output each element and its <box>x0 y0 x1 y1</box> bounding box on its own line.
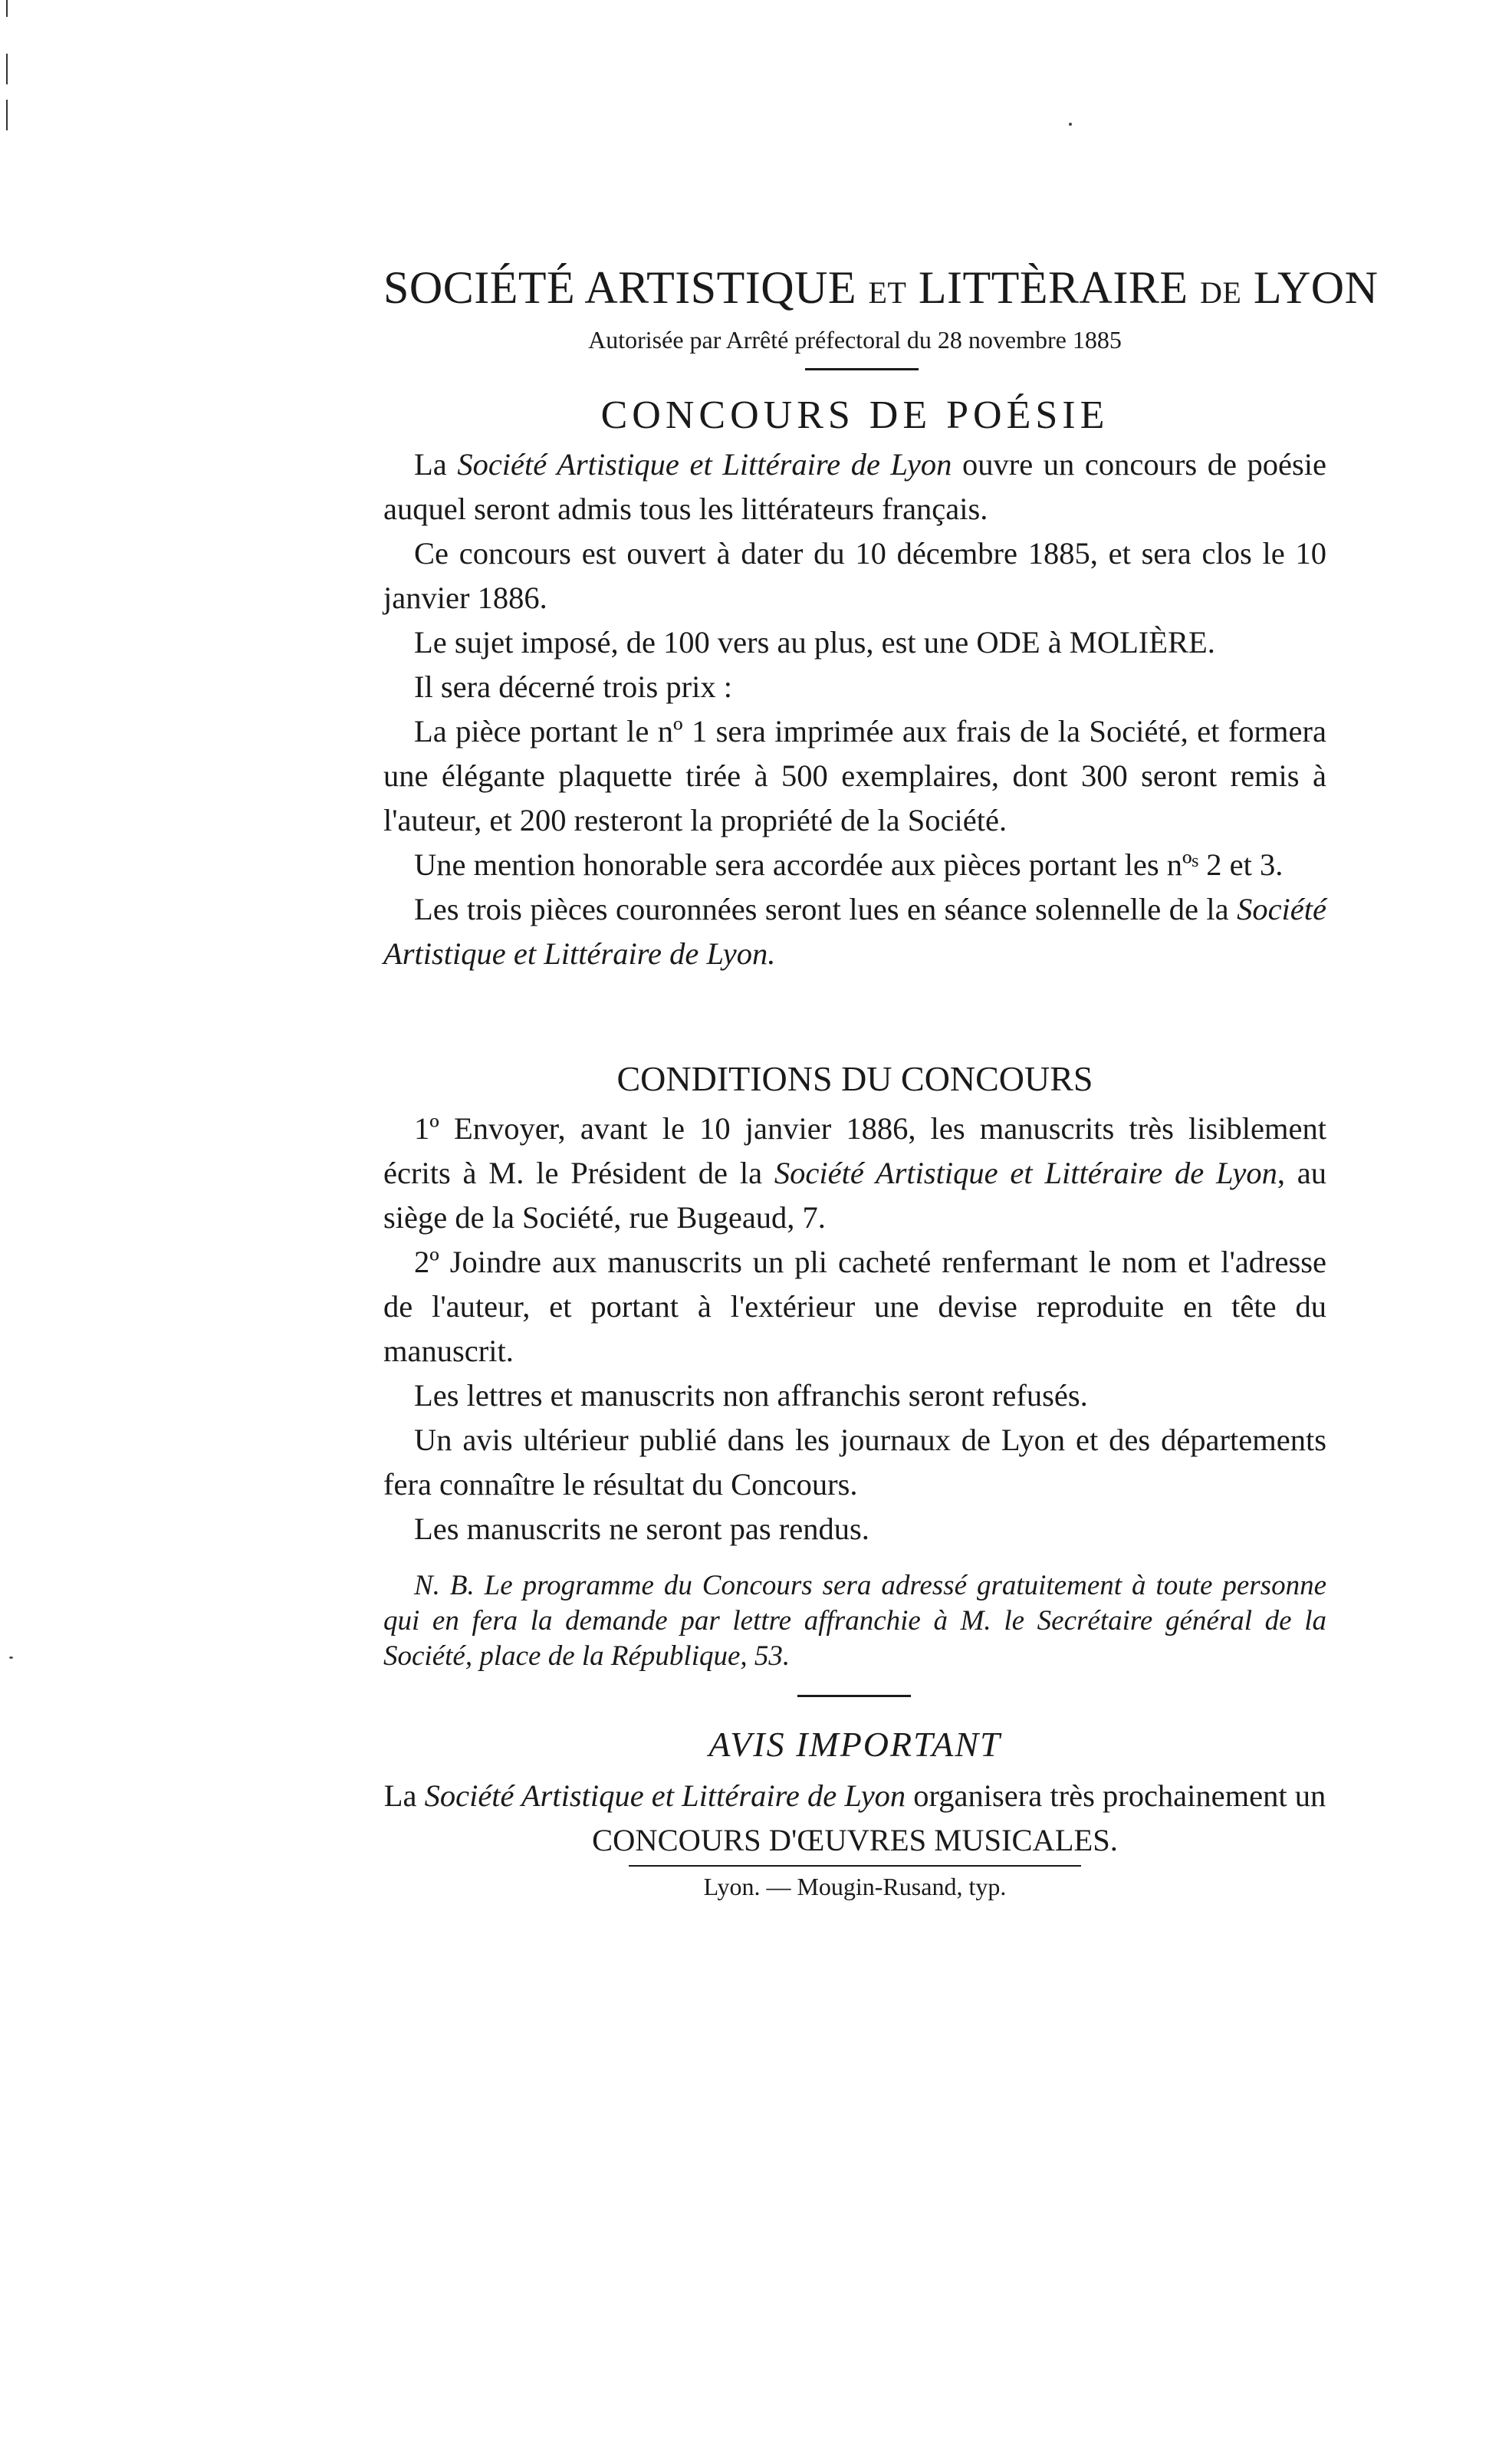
margin-mark <box>6 0 8 17</box>
paragraph: Un avis ultérieur publié dans les journaux de Lyon et des départements fera connaître le résultat du Concours. <box>383 1423 1326 1502</box>
authorization-subtitle: Autorisée par Arrêté préfectoral du 28 novembre 1885 <box>588 326 1122 354</box>
paragraph: Une mention honorable sera accordée aux pièces portant les nºˢ 2 et 3. <box>414 847 1284 882</box>
paragraph: Il sera décerné trois prix : <box>414 669 732 704</box>
avis-text: La Société Artistique et Littéraire de Lyon organisera très prochainement un CONCOURS D'ŒUVRES MUSICALES. <box>383 1778 1326 1857</box>
paragraph: Les lettres et manuscrits non affranchis seront refusés. <box>414 1378 1088 1413</box>
concours-body <box>383 442 1326 976</box>
title-connector: ET <box>868 275 907 310</box>
divider <box>629 1865 1081 1867</box>
condition-item: 2º Joindre aux manuscrits un pli cacheté renfermant le nom et l'adresse de l'auteur, et portant à l'extérieur une devise reproduite en tête du manuscrit. <box>383 1245 1326 1368</box>
paragraph: Ce concours est ouvert à dater du 10 décembre 1885, et sera clos le 10 janvier 1886. <box>383 536 1326 615</box>
condition-item: 1º Envoyer, avant le 10 janvier 1886, les manuscrits très lisiblement écrits à M. le Président de la Société Artistique et Littéraire de Lyon, au siège de la Société, rue Bugeaud, 7. <box>383 1111 1326 1235</box>
divider <box>797 1695 911 1697</box>
printer-imprint: Lyon. — Mougin-Rusand, typ. <box>703 1873 1007 1900</box>
paragraph: Les manuscrits ne seront pas rendus. <box>414 1512 869 1546</box>
title-connector: DE <box>1200 275 1242 310</box>
nota-bene: N. B. Le programme du Concours sera adressé gratuitement à toute personne qui en fera la demande par lettre affranchie à M. le Secrétaire général de la Société, place de la République, 53. <box>383 1570 1326 1672</box>
conditions-body <box>383 1107 1326 1551</box>
title-text: SOCIÉTÉ ARTISTIQUE <box>383 262 857 313</box>
ink-speck <box>1069 123 1072 126</box>
paragraph: Le sujet imposé, de 100 vers au plus, est une ODE à MOLIÈRE. <box>414 625 1215 660</box>
ink-speck <box>9 1656 13 1659</box>
margin-mark <box>6 54 8 84</box>
title-text: LITTÈRAIRE <box>918 262 1188 313</box>
divider <box>805 368 919 370</box>
paragraph: La pièce portant le nº 1 sera imprimée aux frais de la Société, et formera une élégante plaquette tirée à 500 exemplaires, dont 300 seront remis à l'auteur, et 200 resteront la propriété de la Société. <box>383 714 1326 837</box>
title-text: LYON <box>1253 262 1379 313</box>
section-heading-conditions: CONDITIONS DU CONCOURS <box>616 1059 1093 1098</box>
paragraph: La Société Artistique et Littéraire de Lyon ouvre un concours de poésie auquel seront admis tous les littérateurs français. <box>383 447 1327 526</box>
section-heading-concours: CONCOURS DE POÉSIE <box>600 393 1109 437</box>
section-heading-avis: AVIS IMPORTANT <box>708 1725 1001 1764</box>
society-title <box>383 262 1379 313</box>
paragraph: Les trois pièces couronnées seront lues en séance solennelle de la Société Artistique et Littéraire de Lyon. <box>383 892 1326 971</box>
margin-mark <box>6 100 8 130</box>
